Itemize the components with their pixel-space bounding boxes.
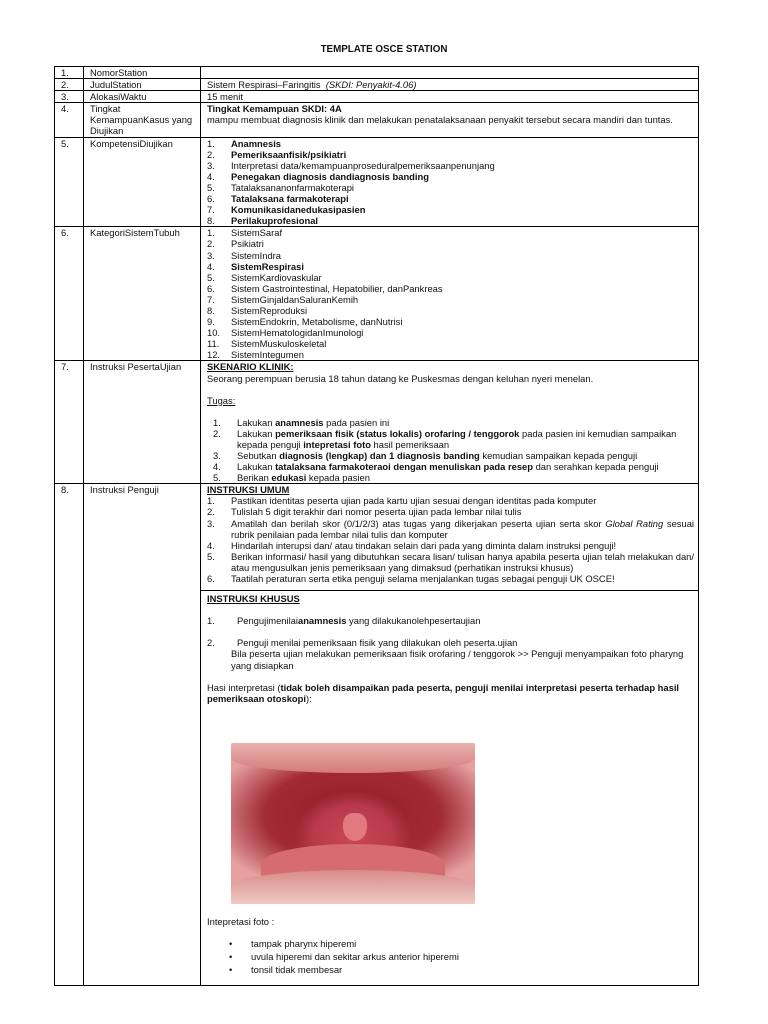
list-item — [207, 215, 694, 226]
item-number: 9. — [207, 316, 215, 328]
item-text: Pemeriksaanfisik/psikiatri — [231, 148, 347, 160]
skdi-level-description: mampu membuat diagnosis klinik dan melakukan penatalaksanaan penyakit tersebut secara mandiri dan tuntas. — [207, 114, 673, 126]
item-number: 5. — [207, 271, 215, 283]
item-number: 11. — [207, 338, 220, 350]
row-value — [201, 103, 699, 137]
list-item — [207, 160, 694, 171]
item-number: 4. — [213, 461, 221, 473]
item-text: Perilakuprofesional — [231, 215, 319, 227]
task-item — [213, 472, 694, 483]
row-label: KompetensiDiujikan — [84, 137, 201, 227]
item-text: Psikiatri — [231, 238, 264, 250]
list-item — [207, 149, 694, 160]
item-number: 1. — [207, 495, 215, 507]
scenario-text: Seorang perempuan berusia 18 tahun datang ke Puskesmas dengan keluhan nyeri menelan. — [207, 372, 594, 384]
tasks-heading: Tugas: — [207, 394, 236, 406]
task-item — [213, 450, 694, 461]
row-kompetensi — [55, 137, 699, 227]
item-number: 2. — [207, 506, 215, 518]
row-value — [201, 361, 699, 484]
item-text: SistemEndokrin, Metabolisme, danNutrisi — [231, 316, 403, 328]
note-text: ): — [306, 692, 312, 704]
item-text: Sebutkan — [237, 450, 280, 461]
finding-item — [207, 951, 694, 962]
item-text: Lakukan — [237, 427, 276, 439]
item-text: Lakukan — [237, 461, 276, 473]
item-number: 1. — [207, 227, 215, 239]
item-number: 2. — [207, 238, 215, 250]
item-text: pada pasien ini — [323, 416, 390, 428]
row-number: 6. — [55, 227, 84, 361]
item-text: Hindarilah interupsi dan/ atau tindakan selain dari pada yang diminta dalam instruksi penguji! — [231, 539, 617, 551]
item-number: 5. — [213, 472, 221, 484]
item-number: 2. — [207, 148, 215, 160]
finding-item — [207, 938, 694, 949]
bullet-icon: • — [229, 950, 233, 962]
item-text: Sistem Gastrointestinal, Hepatobilier, danPankreas — [231, 282, 443, 294]
item-text: Pengujimenilai — [237, 615, 298, 627]
instruction-item — [207, 551, 694, 573]
row-tingkat-kemampuan — [55, 103, 699, 137]
item-text: Pastikan identitas peserta ujian pada kartu ujian sesuai dengan identitas pada komputer — [231, 495, 597, 507]
item-text: SistemIntegumen — [231, 349, 304, 361]
item-text: Komunikasidanedukasipasien — [231, 204, 366, 216]
item-text: Interpretasi data/kemampuanproseduralpemeriksaanpenunjang — [231, 159, 495, 171]
item-text: dan serahkan kepada penguji — [532, 461, 659, 473]
item-text: Berikan — [237, 472, 272, 484]
finding-text: tonsil tidak membesar — [251, 964, 343, 976]
row-number: 5. — [55, 137, 84, 227]
item-text: Berikan informasi/ hasil yang dibutuhkan secara lisan/ tulisan hanya apabila peserta ujian telah melakukan dan/ atau mengusulkan jenis pemeriksaan yang dimaksud (perhatikan instruksi khusus) — [231, 550, 694, 573]
item-text: SistemHematologidanImunologi — [231, 327, 364, 339]
item-number: 3. — [213, 450, 221, 461]
instruction-item — [207, 506, 694, 517]
item-text: SistemReproduksi — [231, 304, 308, 316]
row-value — [201, 79, 699, 91]
item-text-bold: anamnesis — [297, 615, 347, 627]
row-number: 4. — [55, 103, 84, 137]
skdi-level-heading: Tingkat Kemampuan SKDI: 4A — [207, 103, 342, 115]
photo-interpretation-label: Intepretasi foto : — [207, 915, 275, 927]
item-number: 7. — [207, 204, 215, 216]
item-text-bold: edukasi — [271, 472, 307, 484]
item-number: 2. — [207, 637, 215, 649]
finding-item — [207, 964, 694, 975]
osce-table — [54, 66, 699, 986]
page-title: TEMPLATE OSCE STATION — [320, 44, 448, 55]
item-number: 2. — [213, 427, 221, 439]
item-number: 3. — [207, 517, 215, 529]
item-text: Amatilah dan berilah skor (0/1/2/3) atas tugas yang dikerjakan peserta ujian serta skor — [231, 517, 606, 529]
competency-list — [207, 138, 694, 227]
row-number: 8. — [55, 484, 84, 986]
body-system-list — [207, 227, 694, 360]
item-text: Tatalaksananonfarmakoterapi — [231, 181, 354, 193]
item-text: kepada pasien — [306, 472, 370, 484]
row-value — [201, 137, 699, 227]
item-number: 7. — [207, 293, 215, 305]
row-label: Instruksi Penguji — [84, 484, 201, 986]
list-item — [207, 204, 694, 215]
station-title: Sistem Respirasi–Faringitis — [207, 79, 321, 91]
row-judul-station — [55, 79, 699, 91]
list-item — [207, 283, 694, 294]
item-text: SistemKardiovaskular — [231, 271, 322, 283]
list-item — [207, 238, 694, 249]
list-item — [207, 316, 694, 327]
item-text: SistemGinjaldanSaluranKemih — [231, 293, 359, 305]
instruction-item — [207, 495, 694, 506]
findings-list — [207, 938, 694, 975]
item-text: Penegakan diagnosis dandiagnosis banding — [231, 170, 429, 182]
special-instruction-1 — [207, 615, 694, 626]
item-number: 3. — [207, 249, 215, 261]
item-text: SistemRespirasi — [231, 260, 304, 272]
item-text: Tulislah 5 digit terakhir dari nomor peserta ujian pada lembar nilai tulis — [231, 506, 522, 518]
row-label: NomorStation — [84, 67, 201, 79]
finding-text: uvula hiperemi dan sekitar arkus anterior hiperemi — [251, 950, 459, 962]
special-instruction-2 — [207, 637, 694, 648]
finding-text: tampak pharynx hiperemi — [251, 937, 357, 949]
item-number: 3. — [207, 159, 215, 171]
item-text-bold: tatalaksana farmakoteraoi dengan menuliskan pada resep — [275, 461, 533, 473]
item-number: 6. — [207, 193, 215, 205]
item-text: SistemIndra — [231, 249, 282, 261]
item-number: 1. — [207, 615, 215, 627]
row-kategori-sistem — [55, 227, 699, 361]
row-number: 1. — [55, 67, 84, 79]
row-value — [201, 227, 699, 361]
row-label: Instruksi PesertaUjian — [84, 361, 201, 484]
special-instruction-2-detail: Bila peserta ujian melakukan pemeriksaan fisik orofaring / tenggorok >> Penguji menyampaikan foto pharyng yang disiapkan — [231, 648, 684, 671]
item-text: kemudian sampaikan kepada penguji — [479, 450, 638, 461]
item-number: 4. — [207, 539, 215, 551]
row-alokasi-waktu — [55, 91, 699, 103]
skdi-code: (SKDI: Penyakit-4.06) — [325, 79, 417, 91]
list-item — [207, 250, 694, 261]
row-label: KategoriSistemTubuh — [84, 227, 201, 361]
bullet-icon: • — [229, 964, 233, 976]
instruction-item — [207, 540, 694, 551]
item-text-italic: Global Rating — [605, 517, 664, 529]
item-number: 4. — [207, 260, 215, 272]
task-item — [213, 428, 694, 450]
instruction-item — [207, 518, 694, 540]
row-nomor-station — [55, 67, 699, 79]
item-number: 5. — [207, 181, 215, 193]
note-text-bold: tidak boleh disampaikan pada peserta, penguji menilai interpretasi peserta terhadap hasil pemeriksaan otoskopi — [207, 681, 680, 704]
item-text: sesuai rubrik penilaian pada lembar nilai tulis dan komputer — [231, 517, 694, 540]
row-number: 7. — [55, 361, 84, 484]
interpretation-note — [207, 682, 694, 704]
item-text: Lakukan — [237, 416, 276, 428]
row-value — [201, 67, 699, 79]
task-list — [207, 417, 694, 484]
list-item — [207, 305, 694, 316]
list-item — [207, 227, 694, 238]
item-number: 4. — [207, 170, 215, 182]
row-number: 3. — [55, 91, 84, 103]
row-instruksi-peserta — [55, 361, 699, 484]
item-number: 10. — [207, 327, 221, 339]
item-text: yang dilakukanolehpesertaujian — [346, 615, 481, 627]
item-text: Penguji menilai pemeriksaan fisik yang dilakukan oleh peserta.ujian — [237, 637, 518, 649]
row-value — [201, 484, 699, 986]
row-label: AlokasiWaktu — [84, 91, 201, 103]
scenario-heading: SKENARIO KLINIK: — [207, 361, 294, 373]
list-item — [207, 261, 694, 272]
item-number: 1. — [207, 137, 215, 149]
list-item — [207, 182, 694, 193]
pharynx-photo — [231, 743, 475, 904]
item-number: 6. — [207, 282, 215, 294]
item-text: hasil pemeriksaan — [370, 438, 450, 450]
note-text: Hasi interpretasi ( — [207, 681, 281, 693]
item-number: 1. — [213, 416, 221, 428]
list-item — [207, 349, 694, 360]
item-number: 8. — [207, 215, 215, 227]
item-text-bold: intepretasi foto — [303, 438, 371, 450]
item-number: 6. — [207, 573, 215, 585]
row-value: 15 menit — [201, 91, 699, 103]
general-instructions-heading: INSTRUKSI UMUM — [207, 484, 290, 496]
list-item — [207, 272, 694, 283]
item-text-bold: anamnesis — [275, 416, 324, 428]
list-item — [207, 171, 694, 182]
item-text: SistemMuskuloskeletal — [231, 338, 327, 350]
list-item — [207, 294, 694, 305]
item-text-bold: diagnosis (lengkap) dan 1 diagnosis banding — [279, 450, 480, 461]
item-text: Anamnesis — [231, 137, 282, 149]
item-text: SistemSaraf — [231, 227, 283, 239]
task-item — [213, 417, 694, 428]
list-item — [207, 338, 694, 349]
row-number: 2. — [55, 79, 84, 91]
item-number: 12. — [207, 349, 221, 361]
list-item — [207, 138, 694, 149]
list-item — [207, 327, 694, 338]
row-instruksi-penguji — [55, 484, 699, 986]
task-item — [213, 461, 694, 472]
bullet-icon: • — [229, 937, 233, 949]
general-instructions-list — [207, 495, 694, 584]
item-text: Taatilah peraturan serta etika penguji selama menjalankan tugas sebagai penguji UK OSCE! — [231, 573, 615, 585]
item-text: pada pasien ini kemudian sampaikan kepada penguji — [237, 427, 677, 450]
special-instructions-heading: INSTRUKSI KHUSUS — [207, 593, 300, 605]
row-label: JudulStation — [84, 79, 201, 91]
item-text-bold: pemeriksaan fisik (status lokalis) orofaring / tenggorok — [275, 427, 520, 439]
instruction-item — [207, 573, 694, 584]
list-item — [207, 193, 694, 204]
item-number: 8. — [207, 304, 215, 316]
item-number: 5. — [207, 550, 215, 562]
item-text: Tatalaksana farmakoterapi — [231, 193, 349, 205]
row-label: Tingkat KemampuanKasus yang Diujikan — [84, 103, 201, 137]
